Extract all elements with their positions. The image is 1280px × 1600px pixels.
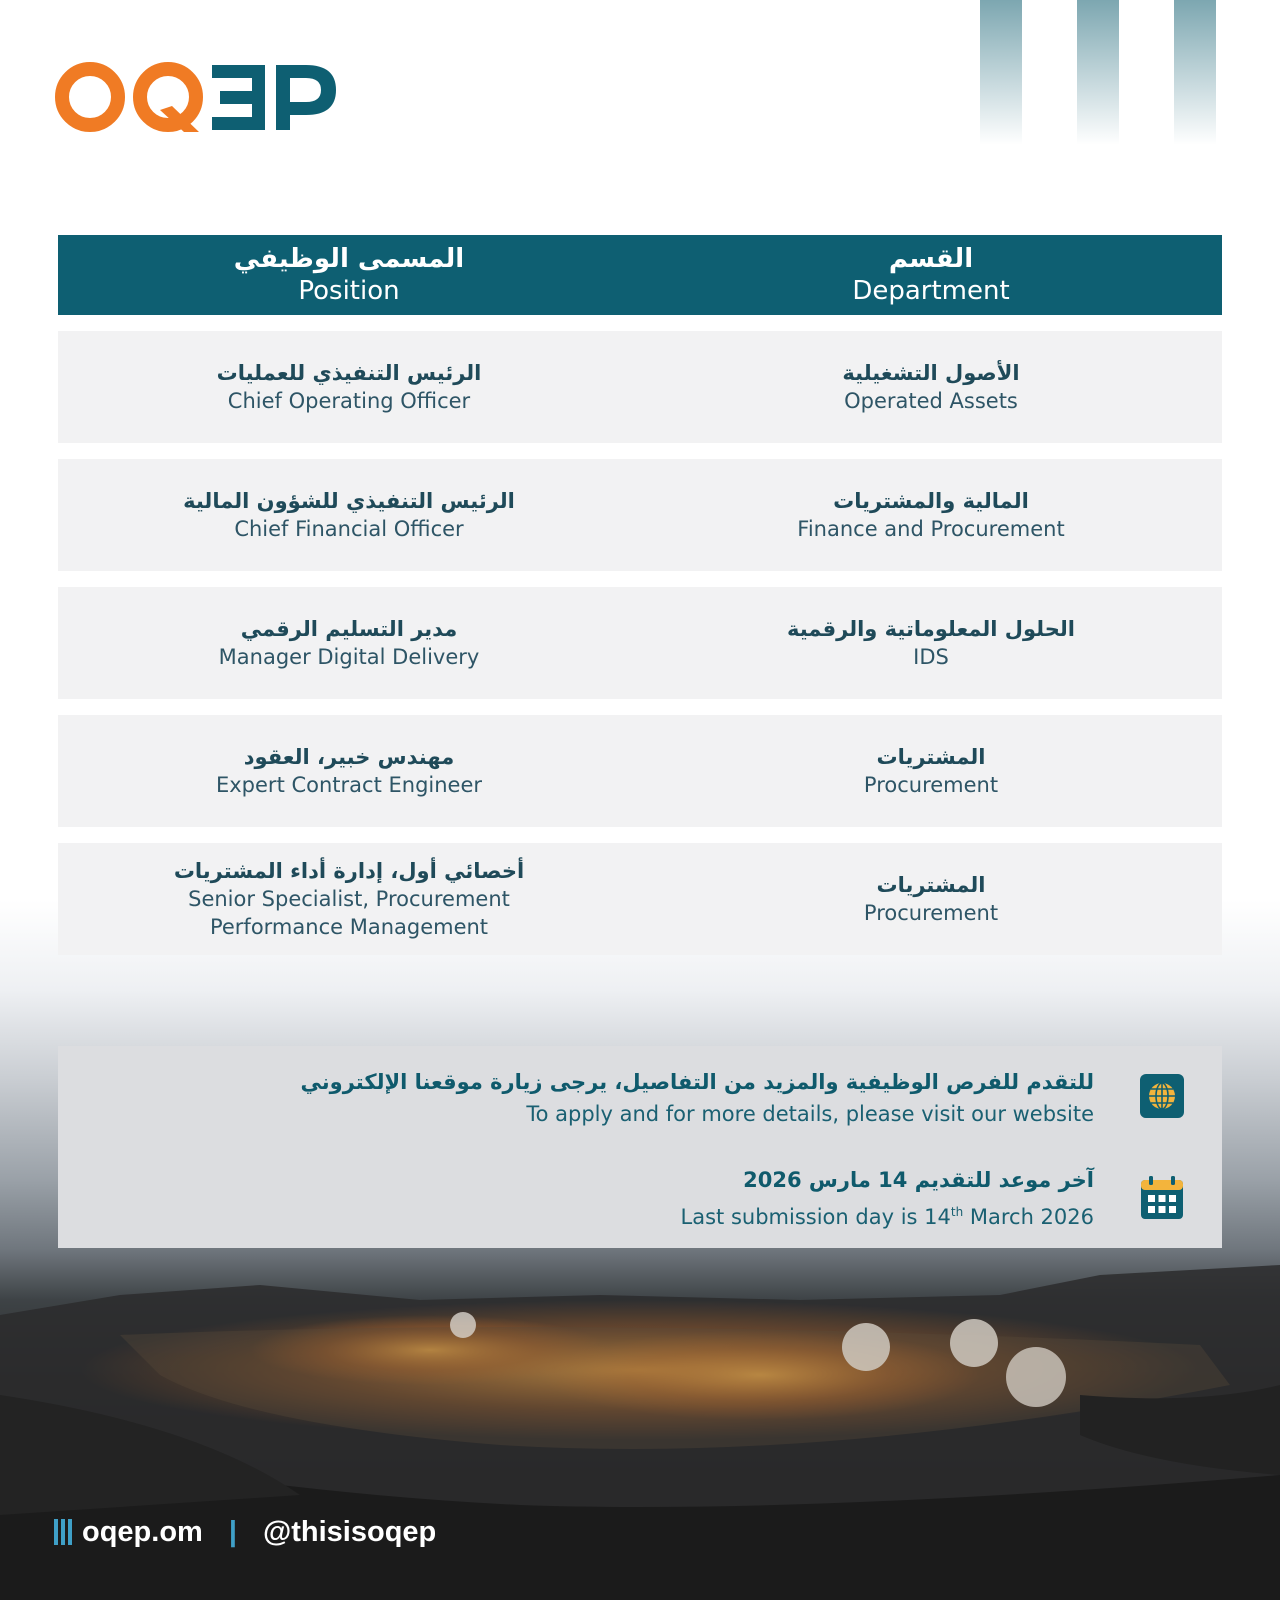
position-cell [58,843,640,955]
footer [54,1512,436,1552]
table-header [58,235,1222,315]
position-en: Chief Operating Officer [227,389,471,413]
deadline-text-en: Last submission day is 14th March 2026 [680,1205,1094,1229]
decorative-bar [980,0,1022,145]
department-en: Procurement [863,901,999,925]
department-ar: الأصول التشغيلية [842,361,1020,385]
position-cell [58,715,640,827]
department-cell [640,331,1222,443]
table-row [58,587,1222,699]
position-cell [58,331,640,443]
department-en: Finance and Procurement [797,517,1065,541]
header-position-en: Position [298,276,400,306]
oqep-logo [54,60,344,135]
decorative-bar [1077,0,1119,145]
department-cell [640,843,1222,955]
website-link[interactable]: oqep.om [82,1515,203,1548]
position-cell [58,459,640,571]
header-position-ar: المسمى الوظيفي [233,244,465,274]
department-ar: المالية والمشتريات [833,489,1029,513]
vacancies-table [58,235,1222,955]
table-row [58,459,1222,571]
header-department-ar: القسم [888,244,974,274]
footer-separator: | [228,1515,237,1548]
position-ar: مهندس خبير، العقود [243,745,455,769]
position-en-line2: Performance Management [209,915,489,939]
department-cell [640,459,1222,571]
deadline-text-ar: آخر موعد للتقديم 14 مارس 2026 [743,1168,1094,1192]
department-cell [640,715,1222,827]
info-box [58,1046,1222,1248]
table-row [58,715,1222,827]
decorative-bar [1174,0,1216,145]
globe-icon [1140,1074,1184,1118]
apply-text-ar: للتقدم للفرص الوظيفية والمزيد من التفاصيل، يرجى زيارة موقعنا الإلكتروني [300,1070,1094,1094]
table-row [58,843,1222,955]
position-cell [58,587,640,699]
department-ar: المشتريات [876,745,986,769]
position-en: Manager Digital Delivery [218,645,480,669]
department-en: IDS [913,645,949,669]
bars-icon [54,1519,72,1545]
header-department [640,235,1222,315]
position-ar: الرئيس التنفيذي للشؤون المالية [183,489,515,513]
position-ar: أخصائي أول، إدارة أداء المشتريات [173,859,525,883]
header-department-en: Department [852,276,1010,306]
department-ar: المشتريات [876,873,986,897]
deadline-info [681,1164,1094,1233]
calendar-icon [1140,1176,1184,1220]
department-en: Procurement [863,773,999,797]
social-handle-link[interactable]: @thisisoqep [262,1515,437,1548]
position-ar: الرئيس التنفيذي للعمليات [216,361,482,385]
department-en: Operated Assets [844,389,1018,413]
position-en-line1: Senior Specialist, Procurement [188,887,510,911]
department-cell [640,587,1222,699]
department-ar: الحلول المعلوماتية والرقمية [787,617,1075,641]
apply-text-en: To apply and for more details, please visit our website [526,1102,1094,1126]
table-row [58,331,1222,443]
apply-info [301,1066,1094,1130]
position-ar: مدير التسليم الرقمي [240,617,458,641]
position-en: Chief Financial Officer [234,517,464,541]
header-position [58,235,640,315]
position-en: Expert Contract Engineer [215,773,483,797]
